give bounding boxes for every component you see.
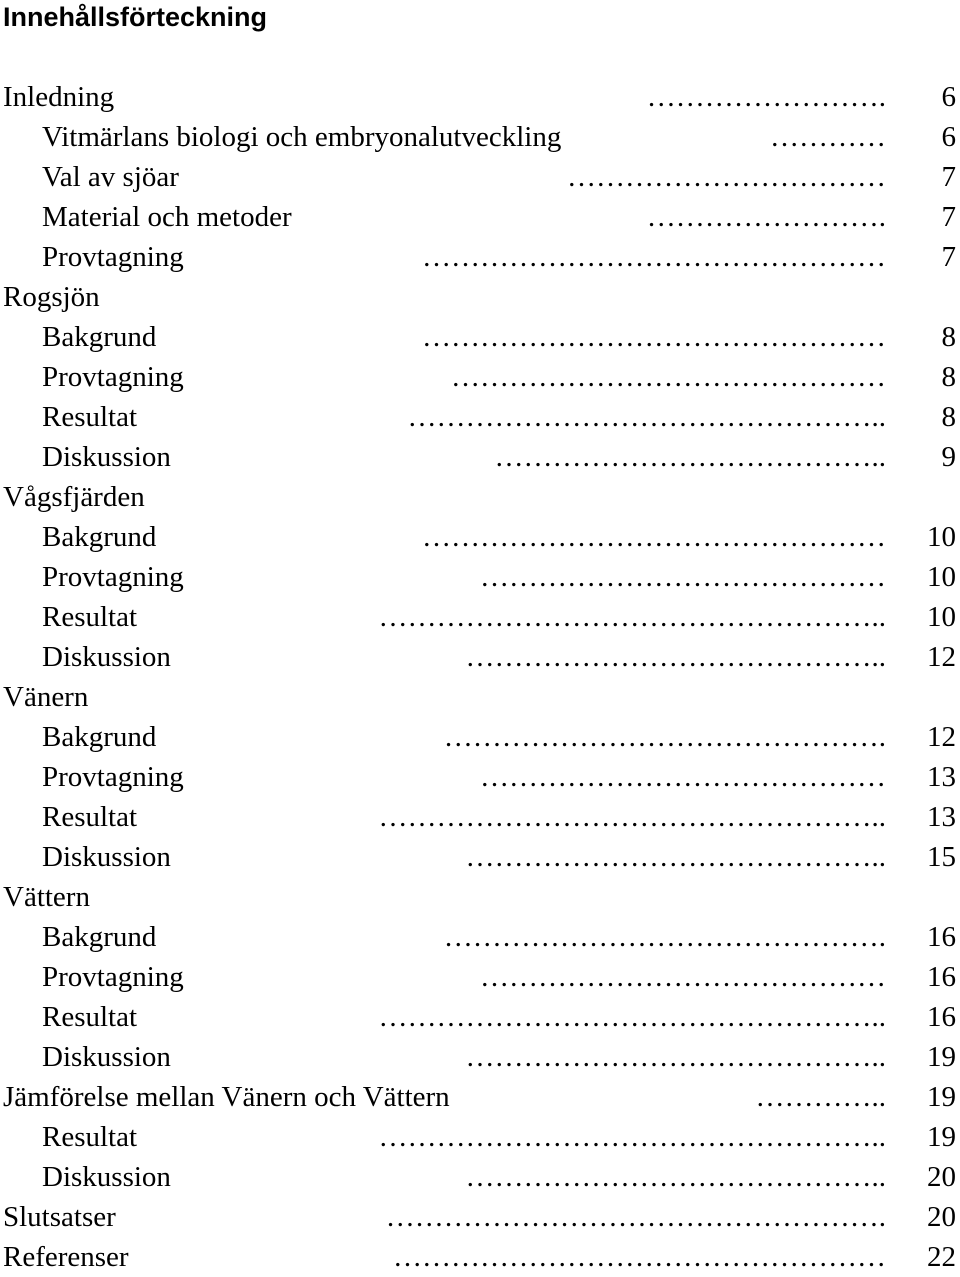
toc-entry-page-number: 16 bbox=[927, 921, 956, 953]
toc-entry bbox=[0, 77, 960, 117]
toc-entry-label: Vänern bbox=[3, 681, 89, 713]
toc-entry-leader: ………….. bbox=[755, 1081, 886, 1113]
toc-entry-label: Provtagning bbox=[42, 361, 184, 393]
toc-entry-page-number: 9 bbox=[941, 441, 956, 473]
toc-entry-page-number: 7 bbox=[941, 201, 956, 233]
toc-entry-label: Resultat bbox=[42, 1001, 138, 1033]
toc-entry-label: Diskussion bbox=[42, 1161, 171, 1193]
toc-entry-leader: ………………………………….. bbox=[494, 441, 886, 473]
toc-entry-label: Provtagning bbox=[42, 961, 184, 993]
toc-entry-label: Inledning bbox=[3, 81, 115, 113]
toc-entry bbox=[0, 757, 960, 797]
toc-entry bbox=[0, 797, 960, 837]
toc-title: Innehållsförteckning bbox=[3, 2, 268, 32]
toc-entry-page-number: 19 bbox=[927, 1121, 956, 1153]
toc-entry bbox=[0, 1157, 960, 1197]
toc-entry-page-number: 15 bbox=[927, 841, 956, 873]
toc-entry bbox=[0, 1197, 960, 1237]
toc-entry bbox=[0, 877, 960, 917]
toc-entry-leader: …………………………………….. bbox=[465, 1041, 886, 1073]
toc-entry-page-number: 7 bbox=[941, 161, 956, 193]
toc-entry-leader: …………………………………………… bbox=[393, 1241, 886, 1273]
toc-entry-page-number: 8 bbox=[941, 401, 956, 433]
toc-entry-page-number: 10 bbox=[927, 601, 956, 633]
toc-entry-leader: …………………………………………….. bbox=[378, 601, 886, 633]
toc-entry-page-number: 13 bbox=[927, 801, 956, 833]
toc-entry bbox=[0, 317, 960, 357]
toc-entry-leader: ……………………. bbox=[646, 201, 886, 233]
toc-entry bbox=[0, 557, 960, 597]
toc-entry bbox=[0, 117, 960, 157]
toc-entry bbox=[0, 717, 960, 757]
toc-entry-leader: ………………………………………. bbox=[443, 721, 886, 753]
toc-entry bbox=[0, 277, 960, 317]
toc-entry-page-number: 16 bbox=[927, 1001, 956, 1033]
toc-entry-page-number: 6 bbox=[941, 121, 956, 153]
toc-entry-page-number: 19 bbox=[927, 1041, 956, 1073]
toc-entry-label: Vättern bbox=[3, 881, 90, 913]
toc-entry-leader: ………………………………………… bbox=[422, 321, 886, 353]
toc-entry bbox=[0, 597, 960, 637]
toc-entry-label: Jämförelse mellan Vänern och Vättern bbox=[3, 1081, 450, 1113]
toc-entry-leader: ………………………………………… bbox=[422, 521, 886, 553]
toc-entry bbox=[0, 437, 960, 477]
toc-entry-page-number: 8 bbox=[941, 321, 956, 353]
toc-entry-label: Referenser bbox=[3, 1241, 129, 1273]
toc-entry-leader: ……………………………………………. bbox=[385, 1201, 886, 1233]
toc-entry-label: Diskussion bbox=[42, 841, 171, 873]
toc-entry-leader: …………………………………….. bbox=[465, 841, 886, 873]
toc-entry-label: Provtagning bbox=[42, 241, 184, 273]
toc-entry-label: Slutsatser bbox=[3, 1201, 116, 1233]
toc-entry bbox=[0, 1037, 960, 1077]
toc-entry-leader: ……………………. bbox=[646, 81, 886, 113]
toc-entry-page-number: 6 bbox=[941, 81, 956, 113]
toc-entry-page-number: 13 bbox=[927, 761, 956, 793]
toc-entry bbox=[0, 477, 960, 517]
toc-entry-leader: …………………………… bbox=[567, 161, 886, 193]
toc-entry-leader: …………………………………………….. bbox=[378, 801, 886, 833]
toc-entry-label: Material och metoder bbox=[42, 201, 292, 233]
toc-entry-leader: …………………………………….. bbox=[465, 641, 886, 673]
toc-entry-page-number: 16 bbox=[927, 961, 956, 993]
toc-entry-label: Bakgrund bbox=[42, 721, 157, 753]
toc-entry bbox=[0, 517, 960, 557]
toc-entry-page-number: 20 bbox=[927, 1161, 956, 1193]
toc-entry bbox=[0, 677, 960, 717]
toc-entry-leader: …………………………………… bbox=[480, 961, 886, 993]
toc-entry-leader: ………………………………………. bbox=[443, 921, 886, 953]
toc-entry-page-number: 12 bbox=[927, 721, 956, 753]
toc-entry-label: Bakgrund bbox=[42, 321, 157, 353]
toc-entry bbox=[0, 1237, 960, 1277]
toc-entry-leader: ………………………………………… bbox=[422, 241, 886, 273]
toc-entry-label: Diskussion bbox=[42, 641, 171, 673]
toc-entry-leader: …………………………………………….. bbox=[378, 1121, 886, 1153]
toc-entry bbox=[0, 917, 960, 957]
toc-entry-page-number: 10 bbox=[927, 561, 956, 593]
toc-entry-label: Vågsfjärden bbox=[3, 481, 145, 513]
toc-entry-page-number: 8 bbox=[941, 361, 956, 393]
toc-entry-page-number: 7 bbox=[941, 241, 956, 273]
toc-entry-label: Provtagning bbox=[42, 561, 184, 593]
toc-entry bbox=[0, 237, 960, 277]
toc-entry-label: Resultat bbox=[42, 601, 138, 633]
toc-entry bbox=[0, 1117, 960, 1157]
toc-entry-label: Val av sjöar bbox=[42, 161, 179, 193]
toc-entry bbox=[0, 197, 960, 237]
toc-entry-page-number: 10 bbox=[927, 521, 956, 553]
toc-entry-page-number: 20 bbox=[927, 1201, 956, 1233]
table-of-contents bbox=[0, 77, 960, 1277]
toc-entry-leader: ………………………………………….. bbox=[407, 401, 886, 433]
toc-entry-label: Vitmärlans biologi och embryonalutveckling bbox=[42, 121, 562, 153]
toc-entry-label: Bakgrund bbox=[42, 921, 157, 953]
toc-entry-page-number: 19 bbox=[927, 1081, 956, 1113]
toc-entry-leader: …………………………………….. bbox=[465, 1161, 886, 1193]
toc-entry-label: Resultat bbox=[42, 801, 138, 833]
toc-entry bbox=[0, 997, 960, 1037]
toc-entry bbox=[0, 957, 960, 997]
toc-entry-label: Bakgrund bbox=[42, 521, 157, 553]
toc-entry-label: Rogsjön bbox=[3, 281, 100, 313]
toc-entry-page-number: 12 bbox=[927, 641, 956, 673]
toc-entry bbox=[0, 157, 960, 197]
toc-entry bbox=[0, 637, 960, 677]
toc-entry bbox=[0, 397, 960, 437]
toc-entry-leader: ……………………………………… bbox=[451, 361, 886, 393]
toc-entry-page-number: 22 bbox=[927, 1241, 956, 1273]
toc-entry-leader: ………… bbox=[770, 121, 886, 153]
toc-entry-label: Diskussion bbox=[42, 441, 171, 473]
toc-entry-label: Resultat bbox=[42, 1121, 138, 1153]
toc-entry-leader: …………………………………… bbox=[480, 761, 886, 793]
toc-entry-label: Diskussion bbox=[42, 1041, 171, 1073]
toc-entry-label: Resultat bbox=[42, 401, 138, 433]
toc-entry bbox=[0, 1077, 960, 1117]
toc-entry bbox=[0, 357, 960, 397]
toc-entry-leader: …………………………………… bbox=[480, 561, 886, 593]
toc-entry-label: Provtagning bbox=[42, 761, 184, 793]
toc-entry-leader: …………………………………………….. bbox=[378, 1001, 886, 1033]
toc-entry bbox=[0, 837, 960, 877]
